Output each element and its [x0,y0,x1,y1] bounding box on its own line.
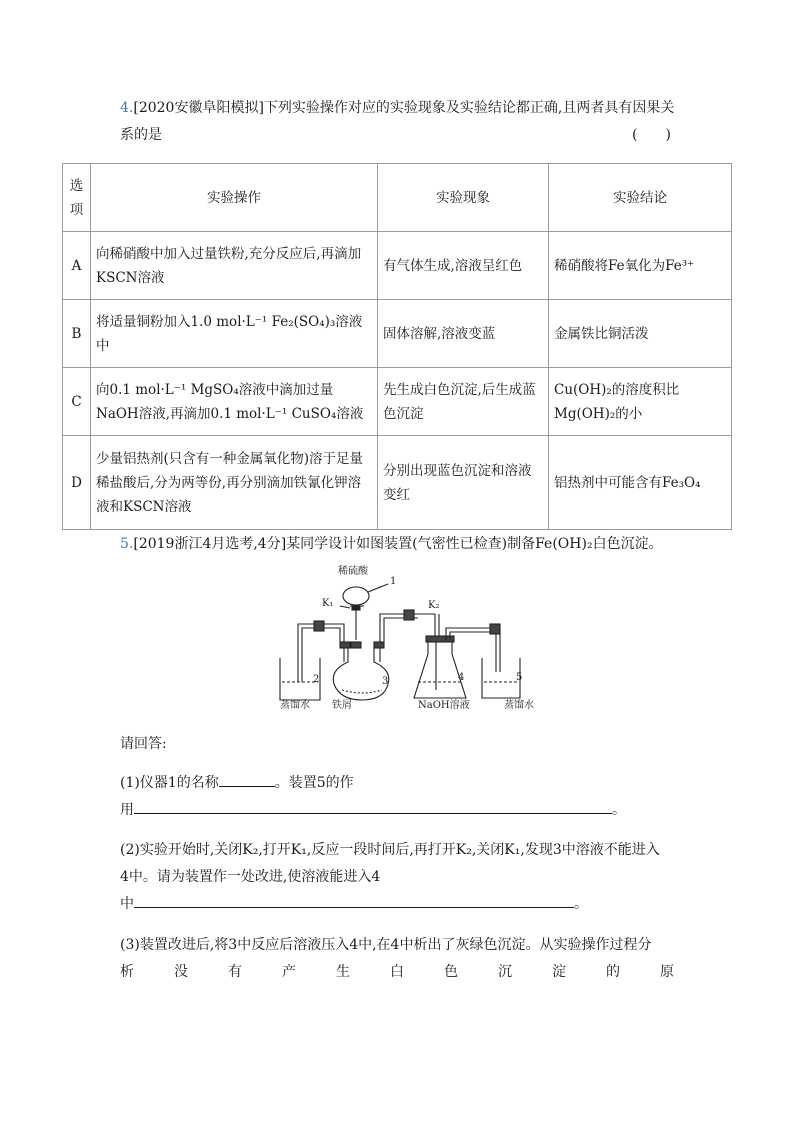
sub3-char: 白 [390,964,404,980]
sub1-text-a: (1)仪器1的名称 [120,775,219,791]
q5-stem-text: 某同学设计如图装置(气密性已检查)制备Fe(OH)₂白色沉淀。 [286,536,663,552]
q4-stem-text2: 系的是 [120,127,162,143]
sub3-char: 产 [282,964,296,980]
q4-stem-text: 下列实验操作对应的实验现象及实验结论都正确,且两者具有因果关 [263,100,675,116]
table-row [63,368,732,436]
period: 。 [612,802,626,818]
label-1: 1 [390,576,397,587]
label-k2: K₂ [428,600,440,611]
label-k1: K₁ [322,598,334,609]
row-option: D [63,436,91,530]
header-operation: 实验操作 [91,164,378,232]
row-operation: 向0.1 mol·L⁻¹ MgSO₄溶液中滴加过量NaOH溶液,再滴加0.1 mol·L⁻¹ CuSO₄溶液 [91,368,378,436]
label-acid: 稀硫酸 [338,566,368,577]
answer-blank-3[interactable] [134,893,574,908]
sub3-char: 原 [660,964,674,980]
sub3-char: 的 [606,964,620,980]
k1-stopcock [352,606,360,610]
label-water-right: 蒸馏水 [504,700,534,711]
q4-source: [2020安徽阜阳模拟] [133,100,264,116]
label-5: 5 [516,672,523,683]
sub2-text: 中 [120,896,134,912]
separatory-funnel [343,587,369,605]
sub3-char: 沉 [498,964,512,980]
row-phenomenon: 有气体生成,溶液呈红色 [378,232,549,300]
label-water-left: 蒸馏水 [280,700,310,711]
row-operation: 少量铝热剂(只含有一种金属氧化物)溶于足量稀盐酸后,分为两等份,再分别滴加铁氰化钾溶液和KSCN溶液 [91,436,378,530]
q5-sub1-line1 [120,772,354,792]
q5-sub2-line2: 4中。请为装置作一处改进,使溶液能进入4 [120,869,381,885]
answer-paren: ( ) [632,127,671,143]
sub1-text-c: 用 [120,802,134,818]
row-phenomenon: 固体溶解,溶液变蓝 [378,300,549,368]
apparatus-figure [270,562,550,712]
answer-blank-2[interactable] [134,799,612,814]
q5-prompt: 请回答: [120,736,167,752]
header-conclusion: 实验结论 [549,164,732,232]
table-row [63,300,732,368]
row-option: C [63,368,91,436]
row-conclusion: 稀硝酸将Fe氧化为Fe³⁺ [549,232,732,300]
q4-stem-line1 [120,97,674,117]
row-conclusion: Cu(OH)₂的溶度积比Mg(OH)₂的小 [549,368,732,436]
sub3-char: 析 [120,964,134,980]
experiment-table [62,163,732,530]
sub3-char: 淀 [552,964,566,980]
q5-stem [120,533,663,553]
row-conclusion: 金属铁比铜活泼 [549,300,732,368]
table-row [63,436,732,530]
sub1-text-b: 。装置5的作 [274,775,354,791]
header-option [63,164,91,232]
q5-sub1-line2 [120,799,626,819]
q5-sub3-line1: (3)装置改进后,将3中反应后溶液压入4中,在4中析出了灰绿色沉淀。从实验操作过程分 [120,937,652,953]
period: 。 [574,896,588,912]
row-operation: 将适量铜粉加入1.0 mol·L⁻¹ Fe₂(SO₄)₃溶液中 [91,300,378,368]
row-conclusion: 铝热剂中可能含有Fe₃O₄ [549,436,732,530]
label-naoh: NaOH溶液 [418,700,470,711]
row-option: A [63,232,91,300]
header-phenomenon: 实验现象 [378,164,549,232]
beaker-right [482,658,523,698]
q5-sub3-line2 [120,961,674,981]
sub3-char: 生 [336,964,350,980]
label-4: 4 [458,672,465,683]
label-iron: 铁屑 [332,700,352,711]
q5-sub2-line3 [120,893,588,913]
q4-number: 4. [120,100,134,116]
table-row [63,232,732,300]
header-option-text: 选 项 [69,177,84,218]
row-phenomenon: 分别出现蓝色沉淀和溶液变红 [378,436,549,530]
q4-stem-line2 [120,124,162,144]
answer-blank-1[interactable] [219,772,275,787]
table-header-row [63,164,732,232]
erlenmeyer-flask [414,640,466,698]
sub3-char: 没 [174,964,188,980]
q5-number: 5. [120,536,134,552]
label-3: 3 [382,676,389,687]
row-operation: 向稀硝酸中加入过量铁粉,充分反应后,再滴加KSCN溶液 [91,232,378,300]
row-option: B [63,300,91,368]
q5-sub2-line1: (2)实验开始时,关闭K₂,打开K₁,反应一段时间后,再打开K₂,关闭K₁,发现3中溶液不能进入 [120,842,660,858]
sub3-char: 有 [228,964,242,980]
row-phenomenon: 先生成白色沉淀,后生成蓝色沉淀 [378,368,549,436]
label-2: 2 [313,674,320,685]
sub3-char: 色 [444,964,458,980]
q5-source: [2019浙江4月选考,4分] [133,536,287,552]
